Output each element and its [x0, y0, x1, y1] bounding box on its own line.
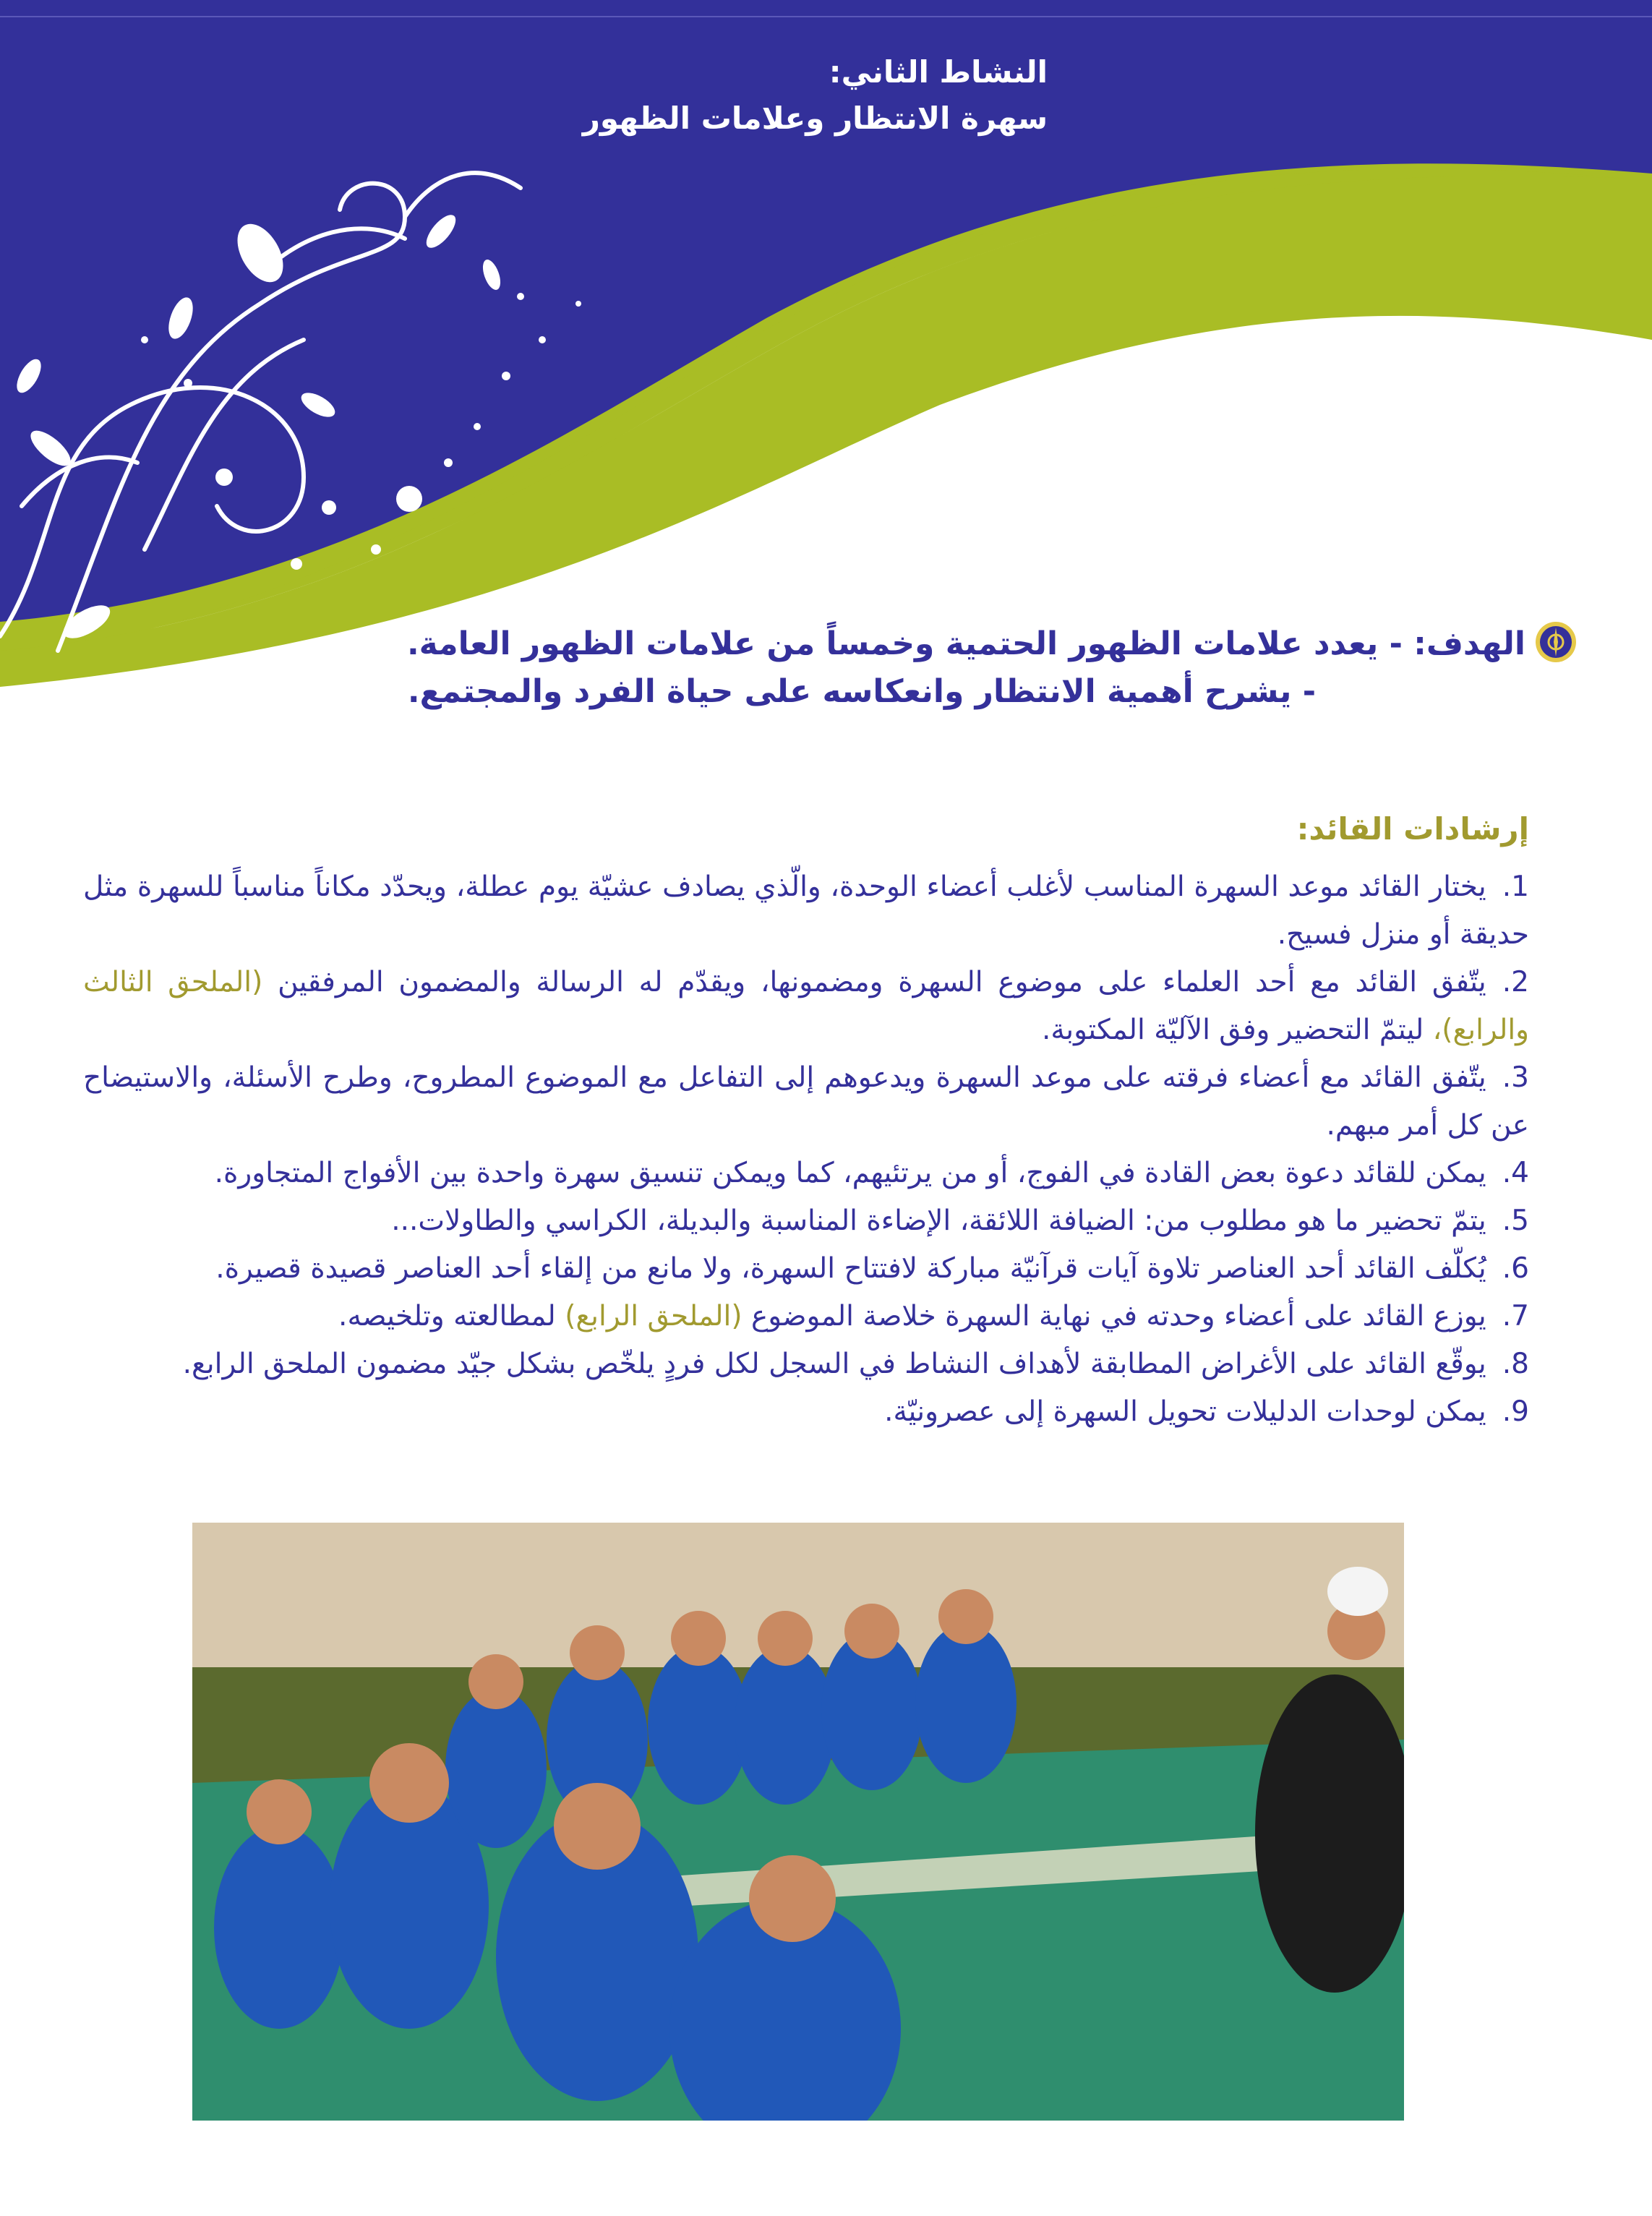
list-item: 5.يتمّ تحضير ما هو مطلوب من: الضيافة اللائقة، الإضاءة المناسبة والبديلة، الكراسي والطاولات... — [391, 1205, 1529, 1237]
appendix-reference: (الملحق الرابع) — [565, 1300, 742, 1332]
list-item: 4.يمكن للقائد دعوة بعض القادة في الفوج، أو من يرتئيهم، كما ويمكن تنسيق سهرة واحدة بين الأفواج المتجاورة. — [214, 1157, 1529, 1189]
activity-label: النشاط الثاني: — [829, 54, 1048, 90]
instructions-list — [83, 863, 1529, 1436]
list-item: 3.يتّفق القائد مع أعضاء فرقته على موعد السهرة ويدعوهم إلى التفاعل مع الموضوع المطروح، وطرح الأسئلة، والاستيضاح عن كل أمر مبهم. — [83, 1061, 1529, 1142]
goal-label: الهدف: — [1413, 625, 1525, 662]
list-item: 6.يُكلّف القائد أحد العناصر تلاوة آيات قرآنيّة مباركة لافتتاح السهرة، ولا مانع من إلقاء أحد العناصر قصيدة قصيرة. — [215, 1252, 1529, 1285]
appendix-reference: (الملحق الثالث والرابع)، — [83, 966, 1529, 1046]
floral-ornament — [0, 0, 651, 694]
goal-text-1: - يعدد علامات الظهور الحتمية وخمساً من علامات الظهور العامة. — [406, 625, 1403, 662]
list-item: 8.يوقّع القائد على الأغراض المطابقة لأهداف النشاط في السجل لكل فردٍ يلخّص بشكل جيّد مضمون الملحق الرابع. — [182, 1348, 1529, 1380]
goal-text-2: - يشرح أهمية الانتظار وانعكاسه على حياة الفرد والمجتمع. — [407, 673, 1316, 710]
activity-heading — [583, 49, 1048, 142]
activity-title: سهرة الانتظار وعلامات الظهور — [582, 100, 1048, 136]
group-photo — [192, 1523, 1404, 2121]
goal-section — [224, 620, 1525, 716]
goal-line-1 — [224, 620, 1525, 668]
compass-emblem-icon — [1534, 620, 1578, 664]
list-item: 2.يتّفق القائد مع أحد العلماء على موضوع السهرة ومضمونها، ويقدّم له الرسالة والمضمون المرفقين (الملحق الثالث والرابع)، ليتمّ التحضير وفق الآليّة المكتوبة. — [83, 966, 1529, 1046]
list-item: 9.يمكن لوحدات الدليلات تحويل السهرة إلى عصرونيّة. — [884, 1395, 1529, 1428]
instructions-title: إرشادات القائد: — [1296, 811, 1529, 847]
list-item: 7.يوزع القائد على أعضاء وحدته في نهاية السهرة خلاصة الموضوع (الملحق الرابع) لمطالعته وتلخيصه. — [338, 1300, 1529, 1332]
list-item: 1.يختار القائد موعد السهرة المناسب لأغلب أعضاء الوحدة، والّذي يصادف عشيّة يوم عطلة، ويحدّد مكاناً مناسباً للسهرة مثل حديقة أو منزل فسيح. — [83, 870, 1529, 951]
